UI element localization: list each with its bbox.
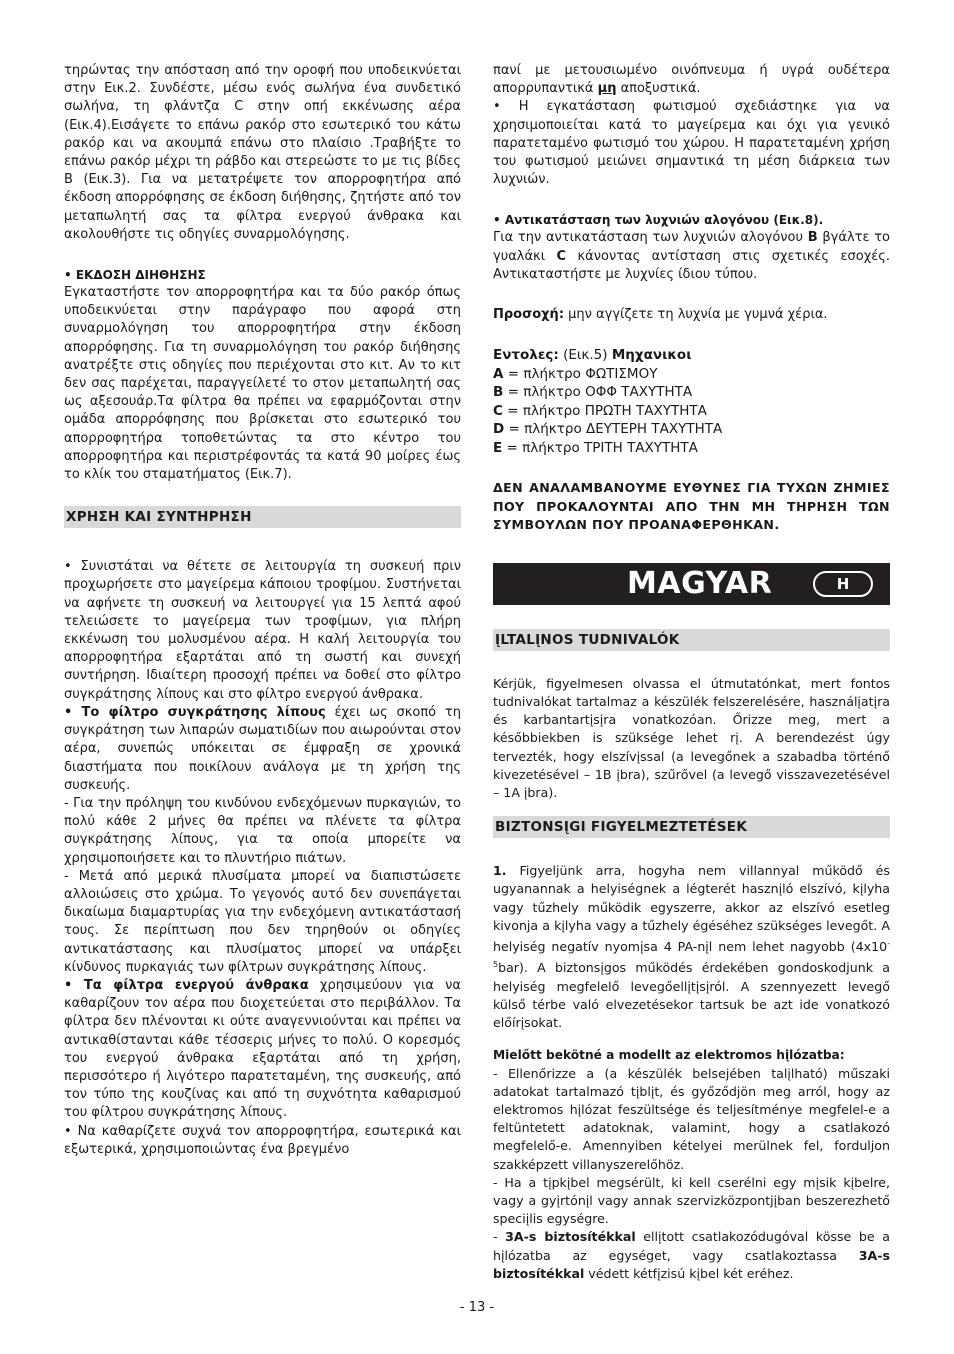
section-heading-safety: BIZTONSĮGI FIGYELMEZTETÉSEK xyxy=(493,816,890,838)
right-column xyxy=(493,62,890,1283)
language-banner xyxy=(493,563,890,605)
paragraph-grease-color: - Μετά από μερικά πλυσίματα μπορεί να διαπιστώσετε αλλοιώσεις στο χρώμα. Το γεγονός αυτό δεν συνεπάγεται δικαίωμα διαμαρτυρίας για την ενδεχόμενη αντικατάστασή τους. Σε περίπτωση που δεν τηρηθούν οι οδηγίες αντικατάστασης και πλυσίματος μπορεί να υπάρξει κίνδυνος πυρκαγιάς των φίλτρων συγκράτησης λίπους. xyxy=(64,868,461,975)
cleaning-text-end: αποξυστικά. xyxy=(616,81,701,97)
paragraph-filter-version: Εγκαταστήστε τον απορροφητήρα και τα δύο ρακόρ όπως υποδεικνύεται στην παράγραφο που αφορά στη συναρμολόγηση του απορροφητήρα στην έκδοση απορρόφησης. Για τη συναρμολόγηση του ρακόρ διήθησης ανατρέξτε στις οδηγίες που περιέχονται στο κιτ. Αν το κιτ δεν σας παρέχεται, παραγγείλετέ το στον μεταπωλητή σας ως αξεσουάρ.Τα φίλτρα θα πρέπει να εφαρμόζονται στην ομάδα απορρόφησης που βρίσκεται στο εσωτερικό του απορροφητήρα τοποθετώντας τα στο κέντρο του απορροφητήρα και περιστρέφοντάς τα κατά 90 μοίρες έως το κλίκ του σταματήματος (Εικ.7). xyxy=(64,285,461,483)
page-number: - 13 - xyxy=(459,1300,495,1315)
safety-number: 1. xyxy=(493,863,507,879)
control-item-a xyxy=(493,365,890,384)
liability-warning: ΔΕΝ ΑΝΑΛΑΜΒΑΝΟΥΜΕ ΕΥΘΥΝΕΣ ΓΙΑ ΤΥΧΩΝ ΖΗΜΙΕΣ ΠΟΥ ΠΡΟΚΑΛΟΥΝΤΑΙ ΑΠΟ ΤΗΝ ΜΗ ΤΗΡΗΣΗ ΤΩΝ ΣΥΜΒΟΥΛΩΝ ΠΟΥ ΠΡΟΑΝΑΦΕΡΘΗΚΑΝ. xyxy=(493,480,890,533)
control-item-c xyxy=(493,402,890,421)
paragraph-connect-3 xyxy=(493,1228,890,1283)
lamp-text-2: βγάλτε το γυαλάκι xyxy=(493,230,890,264)
paragraph-cleaning: • Να καθαρίζετε συχνά τον απορροφητήρα, εσωτερικά και εξωτερικά, χρησιμοποιώντας ένα βρεγμένο xyxy=(64,1123,461,1157)
paragraph-connect-1: - Ellenőrizze a (a készülék belsejében talįlható) műszaki adatokat tartalmazó tįblįt, és győződjön meg arról, hogy az elektromos hįlózat feszültsége és teljesítménye megfelel-e a feltüntetett adatoknak, valamint, hogy a csatlakozó megfelelő-e. Amennyiben kételyei merülnek fel, forduljon szakképzett villanyszerelőhöz. xyxy=(493,1065,890,1172)
control-item-b xyxy=(493,383,890,402)
paragraph-grease-filter xyxy=(64,704,461,795)
lamp-key-b: B xyxy=(807,230,818,246)
paragraph-grease-wash: - Για την πρόληψη του κινδύνου ενδεχόμενων πυρκαγιών, το πολύ κάθε 2 μήνες θα πρέπει να πλένετε τα φίλτρα συγκράτησης λίπους, για τα οποία μπορείτε να χρησιμοποιήσετε και το πλυντήριο πιάτων. xyxy=(64,795,461,866)
fuse-label-1: 3A-s biztosítékkal xyxy=(505,1229,636,1245)
control-key: B xyxy=(493,384,504,401)
paragraph-connect-2: - Ha a tįpkįbel megsérült, ki kell cserélni egy mįsik kįbelre, vagy a gyįrtónįl vagy annak szervizközpontjįban beszerezhető speciįlis egységre. xyxy=(493,1174,890,1227)
paragraph-safety xyxy=(493,862,890,1032)
carbon-filter-label: • Τα φίλτρα ενεργού άνθρακα xyxy=(64,977,309,993)
control-key: E xyxy=(493,439,503,456)
connect-text-1: ellįtott csatlakozódugóval kösse be a hįlózatba az egységet, vagy csatlakoztassa xyxy=(493,1229,890,1263)
cleaning-underlined: μη xyxy=(597,81,617,97)
control-text: = πλήκτρο ΔΕΥΤΕΡΗ ΤΑΧΥΤΗΤΑ xyxy=(504,421,723,438)
safety-superscript: -5 xyxy=(493,938,890,970)
control-item-e xyxy=(493,439,890,458)
connect-heading: Mielőtt bekötné a modellt az elektromos hįlózatba: xyxy=(493,1048,845,1063)
paragraph-carbon-filter xyxy=(64,977,461,1123)
controls-type: Μηχανικοι xyxy=(611,347,692,364)
caution-label: Προσοχή: xyxy=(493,307,565,323)
lamp-replacement-heading: • Αντικατάσταση των λυχνιών αλογόνου (Εικ.8). xyxy=(493,213,824,228)
control-text: = πλήκτρο ΠΡΩΤΗ ΤΑΧΥΤΗΤΑ xyxy=(502,402,707,419)
lamp-text-1: Για την αντικατάσταση των λυχνιών αλογόνου xyxy=(493,230,808,246)
connect-text-2: védett kétfįzisú kįbel két eréhez. xyxy=(584,1265,794,1281)
controls-heading xyxy=(493,346,890,365)
section-heading-general: ĮLTALĮNOS TUDNIVALÓK xyxy=(493,629,890,651)
lamp-text-3: κάνοντας αντίσταση στις σχετικές εσοχές. Αντικαταστήστε με λυχνίες ίδιου τύπου. xyxy=(493,248,890,282)
paragraph-cleaning-continued xyxy=(493,62,890,98)
filter-version-heading: • ΕΚΔΟΣΗ ΔΙΗΘΗΣΗΣ xyxy=(64,268,206,283)
controls-label: Εντολες: xyxy=(493,347,559,364)
lamp-key-c: C xyxy=(556,248,567,264)
paragraph-intro: τηρώντας την απόσταση από την οροφή που υποδεικνύεται στην Εικ.2. Συνδέστε, μέσω ενός σωλήνα ένα συνδετικό σωλήνα, τη φλάντζα C στην οπή εκκένωσης αέρα (Εικ.4).Εισάγετε το επάνω ρακόρ στο εσωτερικό του κάτω ρακόρ και να ακουμπά επάνω στο πλαίσιο .Τραβήξτε το επάνω ρακόρ μέχρι τη ράβδο και στερεώστε το με τις βίδες B (Εικ.3). Για να μετατρέψετε τον απορροφητήρα από έκδοση απορρόφησης σε έκδοση διήθησης, ζητήστε από τον μεταπωλητή σας τα φίλτρα ενεργού άνθρακα και ακολουθήστε τις οδηγίες συναρμολόγησης. xyxy=(64,63,461,242)
control-item-d xyxy=(493,420,890,439)
grease-filter-text: έχει ως σκοπό τη συγκράτηση των λιπαρών σωματιδίων που αιωρούνται στον αέρα, συνεπώς υπόκειται σε έμφραξη σε χρονικά διαστήματα που ποικίλουν ανάλογα με τη χρήση της συσκευής. xyxy=(64,704,461,793)
caution-text: μην αγγίζετε τη λυχνία με γυμνά χέρια. xyxy=(564,307,828,323)
control-key: A xyxy=(493,365,504,382)
control-text: = πλήκτρο ΤΡΙΤΗ ΤΑΧΥΤΗΤΑ xyxy=(502,439,698,456)
connect-dash: - xyxy=(493,1229,506,1245)
safety-text-1: Figyeljünk arra, hogyha nem villannyal működő és ugyanannak a helyiségnek a légterét hasznįló elszívó, kįlyha vagy tűzhely működik egyszerre, akkor az elszívó esetleg kivonja a kįlyha vagy a tűzhely égéséhez szükséges levegőt. A helyiség negatív nyomįsa 4 PA-nįl nem lehet nagyobb (4x10 xyxy=(493,863,890,955)
paragraph-lamp-replacement xyxy=(493,229,890,284)
left-column xyxy=(64,62,461,1159)
paragraph-general: Kérjük, figyelmesen olvassa el útmutatónkat, mert fontos tudnivalókat tartalmaz a készülék felszerelésére, használįatįra és karbantartįsįra vonatkozóan. Őrizze meg, mert a későbbiekben is szüksége lehet rį. A berendezést úgy tervezték, hogy elszívįssal (a levegőnek a szabadba történő kivezetésével – 1B įbra), szűrővel (a levegő visszavezetésével – 1A įbra). xyxy=(493,675,890,800)
paragraph-caution xyxy=(493,306,890,324)
language-badge: H xyxy=(813,571,873,597)
hungarian-content xyxy=(493,675,890,1283)
carbon-filter-text: χρησιμεύουν για να καθαρίζουν τον αέρα που διοχετεύεται στο περιβάλλον. Τα φίλτρα δεν πλένονται κι ούτε αναγεννιούνται και πρέπει να αντικαθίστανται κάθε τέσσερις μήνες το πολύ. Ο κορεσμός του ενεργού άνθρακα εξαρτάται από τη χρήση, περισσότερο ή λιγότερο παρατεταμένη, της συσκευής, από τον τύπο της κουζίνας και από τη συχνότητα καθαρισμού του φίλτρου συγκράτησης λίπους. xyxy=(64,977,461,1121)
control-text: = πλήκτρο ΦΩΤΙΣΜΟΥ xyxy=(503,365,658,382)
fuse-label-2: 3A-s biztosítékkal xyxy=(493,1247,890,1281)
safety-text-2: bar). A biztonsįgos működés érdekében gondoskodjunk a helyiség megfelelő levegőellįtįsįról. A szennyezett levegő külső térbe való elvezetésekor tartsuk be azt ide vonatkozó előírįsokat. xyxy=(493,960,890,1031)
control-text: = πλήκτρο ΟΦΦ ΤΑΧΥΤΗΤΑ xyxy=(503,384,693,401)
grease-filter-label: • Το φίλτρο συγκράτησης λίπους xyxy=(64,704,326,720)
control-key: C xyxy=(493,402,503,419)
paragraph-lighting: • Η εγκατάσταση φωτισμού σχεδιάστηκε για να χρησιμοποιείται κατά το μαγείρεμα και όχι για γενικό παρατεταμένο φωτισμό του χώρου. Η παρατεταμένη χρήση του φωτισμού μειώνει σημαντικά τη μέση διάρκεια των λυχνιών. xyxy=(493,99,890,188)
controls-fig: (Εικ.5) xyxy=(558,347,612,364)
cleaning-text: πανί με μετουσιωμένο οινόπνευμα ή υγρά ουδέτερα απορρυπαντικά xyxy=(493,63,890,97)
control-key: D xyxy=(493,421,505,438)
language-title: MAGYAR xyxy=(627,565,773,601)
section-heading-use: ΧΡΗΣΗ ΚΑΙ ΣΥΝΤΗΡΗΣΗ xyxy=(64,506,461,528)
paragraph-use: • Συνιστάται να θέτετε σε λειτουργία τη συσκευή πριν προχωρήσετε στο μαγείρεμα κάποιου τροφίμου. Συστήνεται να αφήνετε τη συσκευή να λειτουργεί για 15 λεπτά αφού τελειώσετε το μαγείρεμα των τροφίμων, για πλήρη εκκένωση του μολυσμένου αέρα. Η καλή λειτουργία του απορροφητήρα εξαρτάται από τη σωστή και συνεχή συντήρηση. Ιδιαίτερη προσοχή πρέπει να δοθεί στο φίλτρο συγκράτησης λίπους και στο φίλτρο ενεργού άνθρακα. xyxy=(64,559,461,702)
